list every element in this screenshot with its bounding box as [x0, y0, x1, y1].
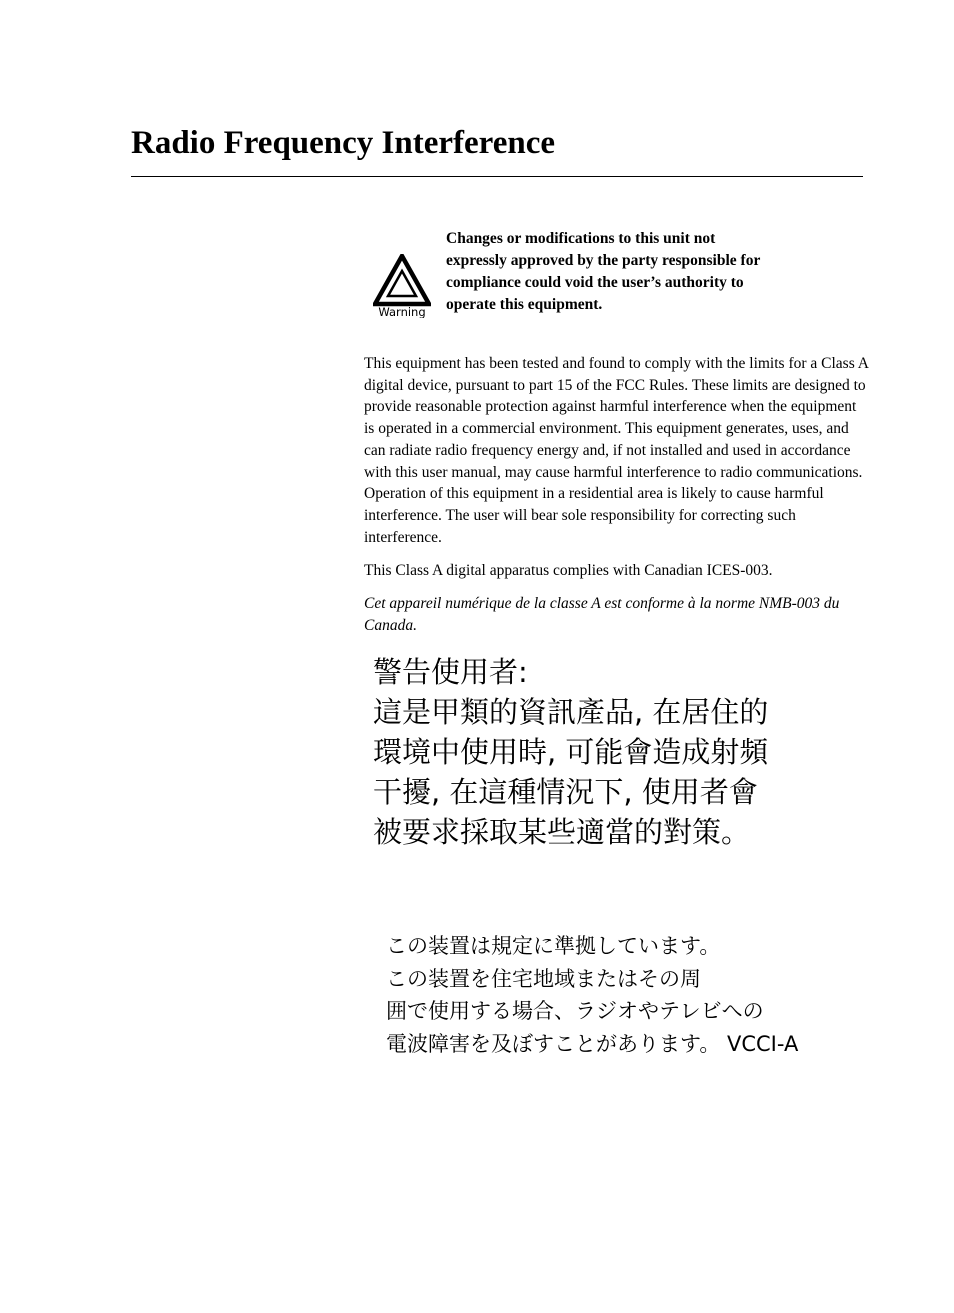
- chinese-notice-line: 環境中使用時, 可能會造成射頻: [373, 735, 769, 769]
- chinese-notice-line: 警告使用者:: [373, 655, 528, 689]
- chinese-notice-line: 這是甲類的資訊產品, 在居住的: [373, 695, 769, 729]
- japanese-notice-line: 囲で使用する場合、ラジオやテレビへの: [386, 999, 764, 1023]
- fcc-compliance-paragraph: This equipment has been tested and found to comply with the limits for a Class A digital device, pursuant to part 15 of the FCC Rules. These limits are designed to provide reasonable protection against harmful interference when the equipment is operated in a commercial environment. This equipment generates, uses, and can radiate radio frequency energy and, if not installed and used in accordance with this user manual, may cause harmful interference to radio communications. Operation of this equipment in a residential area is likely to cause harmful interference. The user will bear sole responsibility for correcting such interference.: [364, 355, 869, 546]
- japanese-notice-line: この装置は規定に準拠しています。: [386, 934, 721, 958]
- warning-triangle-graphic: [373, 254, 431, 318]
- warning-triangle-icon: [373, 254, 431, 318]
- warning-icon-label: Warning: [378, 305, 426, 318]
- chinese-notice-line: 干擾, 在這種情況下, 使用者會: [373, 775, 758, 809]
- nmb-compliance-paragraph: Cet appareil numérique de la classe A est conforme à la norme NMB-003 du Canada.: [364, 595, 840, 634]
- page-title: Radio Frequency Interference: [131, 125, 556, 161]
- japanese-notice-line: この装置を住宅地域またはその周: [386, 966, 701, 991]
- chinese-notice-line: 被要求採取某些適當的對策。: [373, 815, 751, 849]
- japanese-vcci-notice: [386, 930, 856, 1060]
- title-divider: [131, 176, 863, 177]
- warning-text: Changes or modifications to this unit not expressly approved by the party responsible for compliance could void the user’s authority to operate this equipment.: [446, 230, 761, 313]
- chinese-warning-notice: [373, 652, 843, 852]
- ices-compliance-paragraph: This Class A digital apparatus complies with Canadian ICES-003.: [364, 562, 773, 579]
- japanese-notice-line: 電波障害を及ぼすことがあります。 VCCI-A: [386, 1031, 799, 1056]
